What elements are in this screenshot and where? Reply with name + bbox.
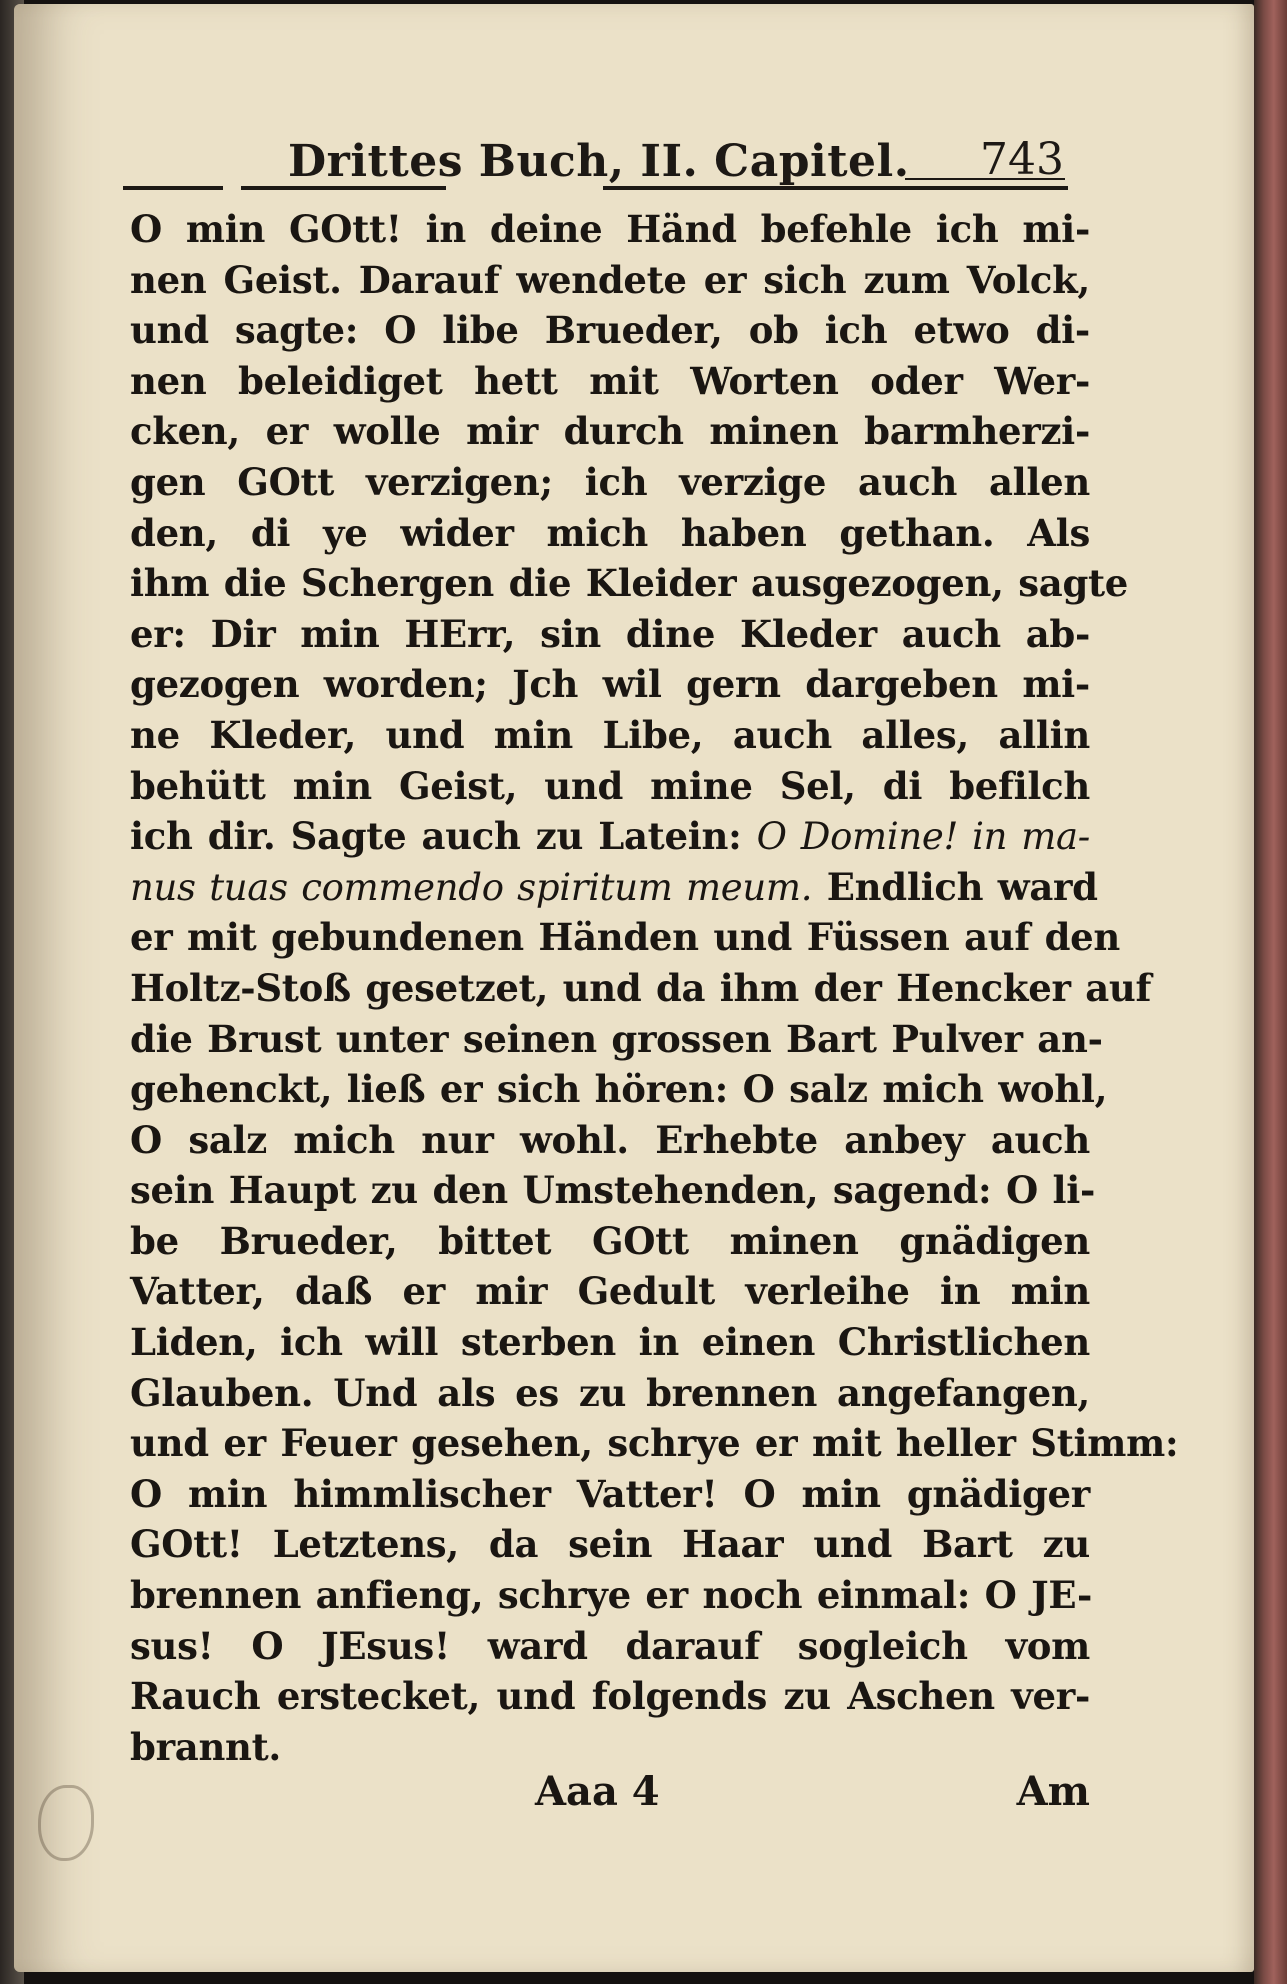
text-line: O salz mich nur wohl. Erhebte anbey auch (130, 1117, 1090, 1162)
ink-smudge (38, 1785, 94, 1861)
text-line: ihm die Schergen die Kleider ausgezogen, sagte (130, 561, 1129, 606)
text-line: die Brust unter seinen grossen Bart Pulver an- (130, 1016, 1103, 1061)
text-line: brennen anfieng, schrye er noch einmal: O JE- (130, 1573, 1093, 1618)
text-line-mixed (130, 862, 1098, 913)
text-line: Vatter, daß er mir Gedult verleihe in min (130, 1269, 1090, 1314)
text-line: O min himmlischer Vatter! O min gnädiger (130, 1471, 1090, 1516)
text-line: und sagte: O libe Brueder, ob ich etwo di- (130, 308, 1090, 353)
text-line: sein Haupt zu den Umstehenden, sagend: O li- (130, 1168, 1096, 1213)
running-title: Drittes Buch, II. Capitel. (288, 136, 910, 187)
text-line: brannt. (130, 1724, 282, 1769)
text-line: er mit gebundenen Händen und Füssen auf den (130, 915, 1120, 960)
text-line: und er Feuer gesehen, schrye er mit heller Stimm: (130, 1421, 1179, 1466)
text-line: nen beleidiget hett mit Worten oder Wer- (130, 358, 1090, 403)
text-line: Liden, ich will sterben in einen Christlichen (130, 1320, 1090, 1365)
page-footer (130, 1768, 1090, 1828)
running-header (123, 128, 1068, 198)
page-number: 743 (980, 134, 1064, 185)
latin-text: nus tuas commendo spiritum meum. (130, 865, 813, 909)
text-line: gehenckt, ließ er sich hören: O salz mich wohl, (130, 1067, 1108, 1112)
text-line: GOtt! Letztens, da sein Haar und Bart zu (130, 1522, 1090, 1567)
text-line: er: Dir min HErr, sin dine Kleder auch ab- (130, 611, 1090, 656)
body-text (130, 204, 1179, 1772)
text-line: be Brueder, bittet GOtt minen gnädigen (130, 1218, 1090, 1263)
text-line: Holtz-Stoß gesetzet, und da ihm der Hencker auf (130, 965, 1152, 1010)
text-segment: Endlich ward (826, 864, 1098, 909)
text-line: behütt min Geist, und mine Sel, di befilch (130, 763, 1090, 808)
text-line: Rauch erstecket, und folgends zu Aschen ver- (130, 1674, 1090, 1719)
text-line: gezogen worden; Jch wil gern dargeben mi- (130, 662, 1090, 707)
text-line: ne Kleder, und min Libe, auch alles, allin (130, 712, 1090, 757)
page-edge (1254, 0, 1287, 1984)
text-line: O min GOtt! in deine Händ befehle ich mi- (130, 207, 1090, 251)
text-segment: ich dir. Sagte auch zu Latein: (130, 814, 742, 859)
text-line: cken, er wolle mir durch minen barmherzi- (130, 409, 1090, 454)
text-line: gen GOtt verzigen; ich verzige auch allen (130, 459, 1090, 504)
text-line: nen Geist. Darauf wendete er sich zum Volck, (130, 257, 1090, 302)
catchword: Am (1016, 1768, 1090, 1815)
header-rule-left (123, 186, 223, 190)
text-line: sus! O JEsus! ward darauf sogleich vom (130, 1623, 1090, 1668)
text-line-mixed (130, 811, 1090, 862)
text-line: den, di ye wider mich haben gethan. Als (130, 510, 1090, 555)
text-line: Glauben. Und als es zu brennen angefangen, (130, 1370, 1090, 1415)
signature-mark: Aaa 4 (535, 1768, 660, 1815)
latin-text: O Domine! in ma- (756, 815, 1090, 859)
